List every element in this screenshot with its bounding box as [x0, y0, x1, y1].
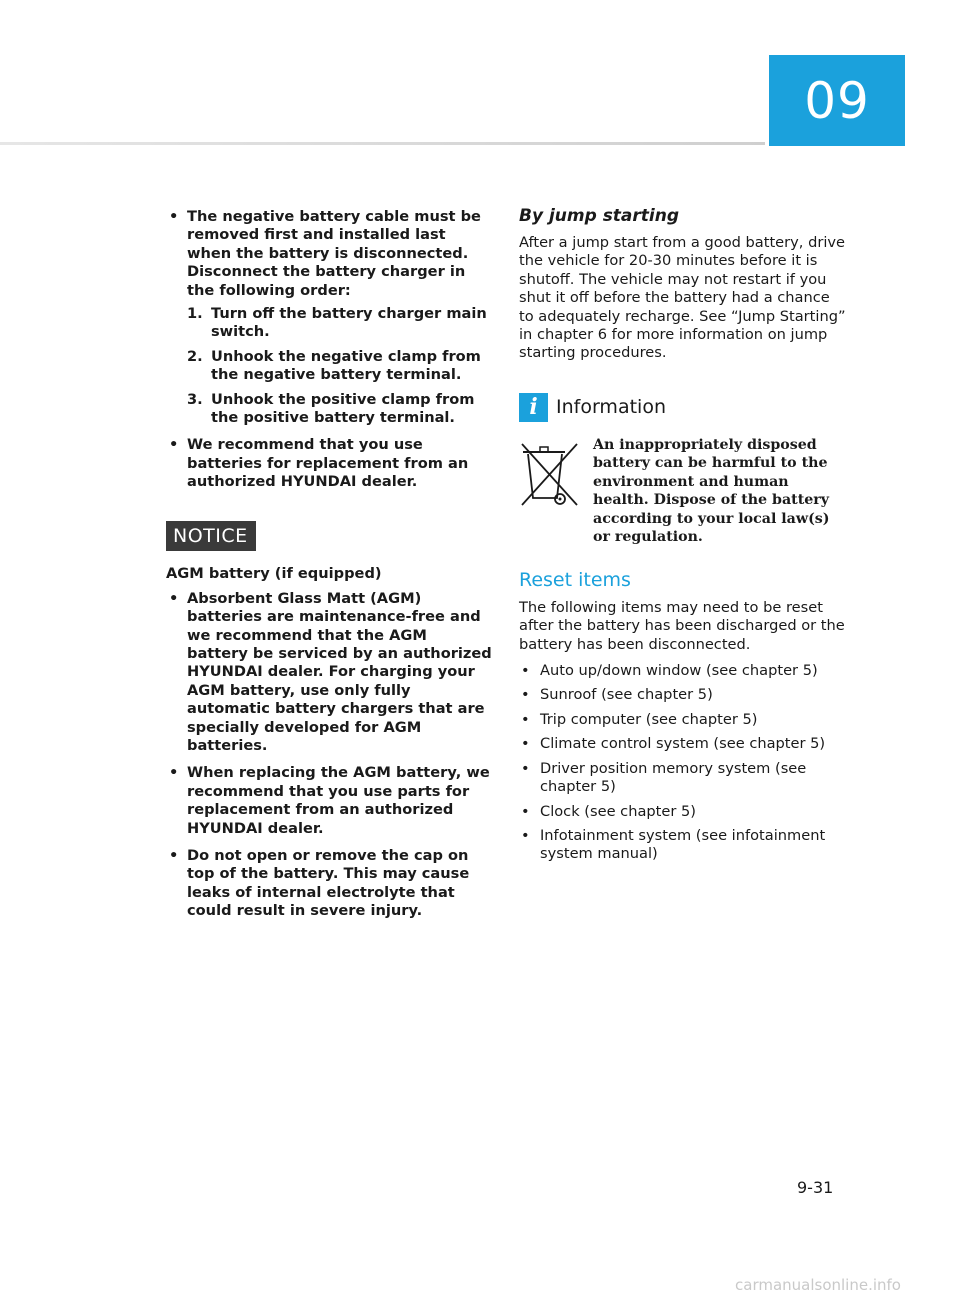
jump-paragraph: After a jump start from a good battery, drive the vehicle for 20-30 minutes before it is shutoff. The vehicle may not restart if you shut it off before the battery had a chance to adequately recharge. See “Jump Starting” in chapter 6 for more information on jump starting procedures. [519, 234, 846, 362]
list-item [167, 208, 492, 427]
list-item: • Absorbent Glass Matt (AGM) batteries are maintenance-free and we recommend that the AGM battery be serviced by an authorized HYUNDAI dealer. For charging your AGM battery, use only fully automatic battery chargers that are specially developed for AGM batteries. [167, 590, 492, 756]
list-item: • Climate control system (see chapter 5) [519, 735, 849, 753]
info-header [519, 393, 849, 422]
step-text: Turn off the battery charger main switch. [211, 305, 487, 341]
bullet-text: We recommend that you use batteries for replacement from an authorized HYUNDAI dealer. [187, 436, 469, 491]
header-rule [0, 142, 765, 145]
step-item [187, 305, 492, 342]
list-item: • Infotainment system (see infotainment system manual) [519, 827, 849, 864]
section-heading: By jump starting [519, 206, 680, 226]
left-column [167, 208, 492, 930]
step-number: 2. [187, 347, 203, 365]
step-number: 3. [187, 390, 203, 408]
info-text: An inappropriately disposed battery can be harmful to the environment and human health. Dispose of the battery according to your local law(s) or regulation. [593, 436, 830, 546]
list-item: • Trip computer (see chapter 5) [519, 711, 849, 729]
list-item: • Do not open or remove the cap on top of the battery. This may cause leaks of internal electrolyte that could result in severe injury. [167, 847, 492, 921]
step-text: Unhook the positive clamp from the positive battery terminal. [211, 390, 475, 427]
list-item: • Driver position memory system (see chapter 5) [519, 760, 849, 797]
step-text: Unhook the negative clamp from the negative battery terminal. [211, 347, 481, 384]
reset-title: Reset items [519, 568, 631, 591]
right-column [519, 206, 849, 870]
chapter-tab [769, 55, 905, 146]
info-icon: i [519, 393, 548, 422]
bullet-text: The negative battery cable must be removed first and installed last when the battery is disconnected. Disconnect the battery charger in the following order: [187, 208, 481, 299]
list-item: • Auto up/down window (see chapter 5) [519, 662, 849, 680]
list-item [167, 436, 492, 491]
list-item: • Sunroof (see chapter 5) [519, 686, 849, 704]
reset-intro: The following items may need to be reset after the battery has been discharged or the battery has been disconnected. [519, 598, 845, 653]
notice-list [167, 590, 492, 921]
disconnect-steps [187, 305, 492, 427]
page-number: 9-31 [797, 1178, 834, 1197]
step-number: 1. [187, 305, 203, 323]
info-body [519, 436, 849, 547]
info-label: Information [556, 396, 666, 419]
reset-list [519, 662, 849, 864]
step-item [187, 348, 492, 385]
battery-cable-list [167, 208, 492, 492]
watermark: carmanualsonline.info [735, 1276, 901, 1294]
notice-label: NOTICE [166, 521, 256, 551]
list-item: • Clock (see chapter 5) [519, 803, 849, 821]
notice-subtitle: AGM battery (if equipped) [166, 564, 382, 582]
crossed-out-bin-icon [519, 438, 581, 508]
list-item: • When replacing the AGM battery, we recommend that you use parts for replacement from an authorized HYUNDAI dealer. [167, 764, 492, 838]
chapter-number: 09 [804, 71, 870, 130]
step-item [187, 391, 492, 428]
